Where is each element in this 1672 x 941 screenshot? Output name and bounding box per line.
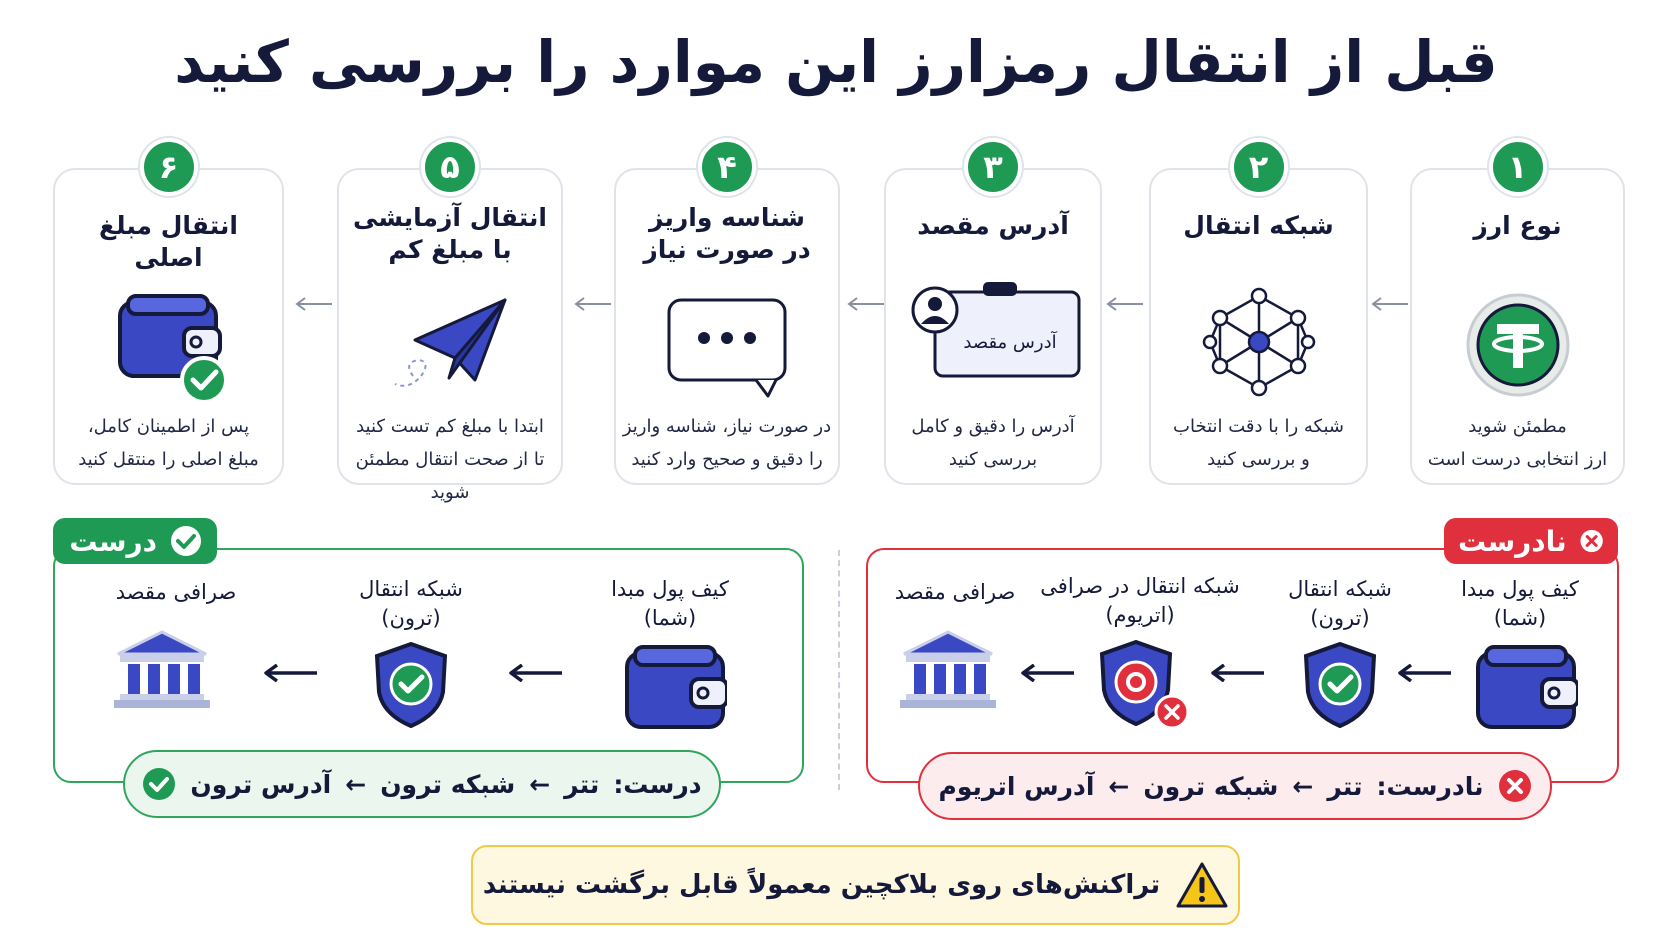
left-arrow-icon bbox=[1105, 296, 1145, 312]
incorrect-tag: نادرست bbox=[1444, 518, 1618, 564]
source-wallet-label: کیف پول مبدا (شما) bbox=[611, 577, 729, 630]
step-number-badge: ۳ bbox=[964, 138, 1022, 196]
paper-plane-icon bbox=[375, 280, 525, 410]
left-arrow-icon bbox=[1397, 664, 1453, 682]
destination-label: صرافی مقصد bbox=[894, 580, 1016, 604]
step-title: شبکه انتقال bbox=[1183, 211, 1334, 240]
arrow-glyph: ← bbox=[1292, 771, 1314, 801]
step-description: در صورت نیاز، شناسه واریز را دقیق و صحیح وارد کنید bbox=[622, 416, 832, 470]
left-arrow-icon bbox=[294, 296, 334, 312]
wallet-icon bbox=[623, 643, 727, 731]
step-number-badge: ۲ bbox=[1230, 138, 1288, 196]
network-label: شبکه انتقال (ترون) bbox=[1288, 577, 1392, 630]
arrow-glyph: ← bbox=[1108, 771, 1130, 801]
left-arrow-icon bbox=[508, 664, 564, 682]
step-card-2 bbox=[1149, 148, 1368, 485]
wallet-check-icon bbox=[94, 280, 244, 410]
step-description: مطمئن شوید ارز انتخابی درست است bbox=[1427, 416, 1608, 470]
arrow-glyph: ← bbox=[529, 769, 551, 799]
left-arrow-icon bbox=[1210, 664, 1266, 682]
wallet-icon bbox=[1474, 643, 1578, 731]
network-label: شبکه انتقال (ترون) bbox=[359, 577, 463, 630]
step-description: شبکه را با دقت انتخاب و بررسی کنید bbox=[1173, 416, 1344, 470]
network-icon bbox=[1184, 280, 1334, 410]
step-description: ابتدا با مبلغ کم تست کنید تا از صحت انتقال مطمئن شوید bbox=[355, 416, 545, 503]
exchange-network-label: شبکه انتقال در صرافی (اتریوم) bbox=[1040, 574, 1240, 627]
shield-check-icon bbox=[371, 640, 451, 730]
address-card-icon bbox=[909, 270, 1089, 390]
step-card-1 bbox=[1410, 148, 1625, 485]
step-number-badge: ۶ bbox=[140, 138, 198, 196]
step-title: انتقال مبلغ اصلی bbox=[99, 211, 238, 272]
step-title: آدرس مقصد bbox=[917, 211, 1069, 240]
x-circle-icon bbox=[1498, 769, 1532, 803]
step-number-badge: ۵ bbox=[421, 138, 479, 196]
left-arrow-icon bbox=[1370, 296, 1410, 312]
step-card-3 bbox=[884, 148, 1102, 485]
shield-error-icon bbox=[1096, 638, 1196, 734]
step-card-4 bbox=[614, 148, 840, 485]
step-number-badge: ۴ bbox=[698, 138, 756, 196]
incorrect-summary: نادرست: تتر ← شبکه ترون ← آدرس اتریوم bbox=[918, 752, 1552, 820]
left-arrow-icon bbox=[263, 664, 319, 682]
x-circle-icon bbox=[1579, 524, 1604, 558]
bank-icon bbox=[898, 626, 998, 710]
left-arrow-icon bbox=[573, 296, 613, 312]
page-title: قبل از انتقال رمزارز این موارد را بررسی کنید bbox=[174, 28, 1498, 96]
address-card-label: آدرس مقصد bbox=[963, 332, 1057, 353]
step-number-badge: ۱ bbox=[1489, 138, 1547, 196]
check-circle-icon bbox=[169, 524, 203, 558]
arrow-glyph: ← bbox=[345, 769, 367, 799]
step-title: نوع ارز bbox=[1473, 211, 1562, 240]
warning-banner: تراکنش‌های روی بلاکچین معمولاً قابل برگشت نیستند bbox=[471, 845, 1240, 925]
bank-icon bbox=[112, 626, 212, 710]
shield-check-icon bbox=[1300, 640, 1380, 730]
step-card-6 bbox=[53, 148, 284, 485]
divider bbox=[838, 550, 840, 790]
source-wallet-label: کیف پول مبدا (شما) bbox=[1461, 577, 1579, 630]
destination-label: صرافی مقصد bbox=[115, 580, 237, 604]
left-arrow-icon bbox=[1020, 664, 1076, 682]
step-card-5 bbox=[337, 148, 563, 503]
correct-tag: درست bbox=[53, 518, 217, 564]
correct-summary: درست: تتر ← شبکه ترون ← آدرس ترون bbox=[123, 750, 721, 818]
step-description: آدرس را دقیق و کامل بررسی کنید bbox=[911, 416, 1075, 470]
warning-icon bbox=[1176, 861, 1228, 909]
step-description: پس از اطمینان کامل، مبلغ اصلی را منتقل کنید bbox=[78, 416, 259, 470]
message-icon bbox=[652, 280, 802, 410]
step-title: شناسه واریز در صورت نیاز bbox=[643, 203, 811, 264]
tether-icon bbox=[1443, 280, 1593, 410]
left-arrow-icon bbox=[846, 296, 886, 312]
step-title: انتقال آزمایشی با مبلغ کم bbox=[353, 203, 547, 264]
check-circle-icon bbox=[142, 767, 176, 801]
